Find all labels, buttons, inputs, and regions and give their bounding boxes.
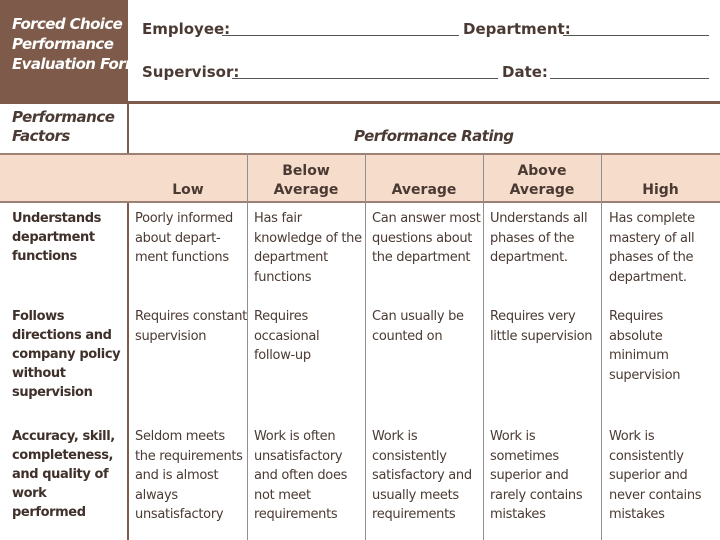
column-separator xyxy=(365,153,366,540)
factor-follows-directions: Follows directions and company policy without supervision xyxy=(12,309,121,400)
rating-cell: Requires occasional follow-up xyxy=(254,309,320,363)
form-title-block xyxy=(0,0,141,102)
department-label: Department: xyxy=(463,20,571,38)
rating-cell: Work is consistently superior and never contains mistakes xyxy=(609,429,702,522)
rating-cell: Requires absolute minimum supervision xyxy=(609,309,681,383)
column-header-line1: Below xyxy=(282,163,330,179)
column-separator xyxy=(247,153,248,540)
column-header-above-average xyxy=(483,156,601,200)
supervisor-label: Supervisor: xyxy=(142,63,240,81)
form-title-line-2: Performance xyxy=(12,35,114,53)
rating-cell: Has complete mastery of all phases of the department. xyxy=(609,211,695,285)
supervisor-field[interactable] xyxy=(232,78,498,79)
column-header-line2: High xyxy=(642,182,679,198)
factors-title-line-1: Performance xyxy=(12,108,115,126)
column-header-below-average xyxy=(247,156,365,200)
rating-cell: Work is consistently satisfactory and usually meets requirements xyxy=(372,429,472,522)
rating-cell: Work is often unsatisfactory and often does not meet requirements xyxy=(254,429,348,522)
column-header-high xyxy=(601,156,720,200)
factor-accuracy-skill: Accuracy, skill, completeness, and quality of work performed xyxy=(12,429,115,520)
rating-cell: Can usually be counted on xyxy=(372,309,464,344)
header-divider xyxy=(0,101,720,104)
employee-label: Employee: xyxy=(142,20,231,38)
factor-understands-department: Understands department functions xyxy=(12,211,101,264)
department-field[interactable] xyxy=(563,35,709,36)
rating-cell: Has fair knowledge of the department functions xyxy=(254,211,362,285)
column-header-line2: Low xyxy=(172,182,204,198)
form-title-line-3: Evaluation Form xyxy=(12,55,141,73)
date-field[interactable] xyxy=(550,78,709,79)
rating-cell: Seldom meets the requirements and is almost always unsatisfactory xyxy=(135,429,243,522)
column-header-line2: Average xyxy=(509,182,575,198)
rating-cell: Requires constant supervision xyxy=(135,309,247,344)
header-band-bottom-rule xyxy=(0,201,720,203)
rating-cell: Work is sometimes superior and rarely contains mistakes xyxy=(490,429,583,522)
performance-factors-title xyxy=(12,108,114,146)
rating-cell: Understands all phases of the department. xyxy=(490,211,588,265)
rating-cell: Can answer most questions about the department xyxy=(372,211,481,265)
column-header-line2: Average xyxy=(273,182,339,198)
column-header-average xyxy=(365,156,483,200)
factors-title-line-2: Factors xyxy=(12,127,70,145)
date-label: Date: xyxy=(502,63,548,81)
rating-cell: Requires very little supervision xyxy=(490,309,593,344)
rating-cell: Poorly informed about depart-ment functions xyxy=(135,211,233,265)
performance-rating-title: Performance Rating xyxy=(354,127,514,145)
column-header-line2: Average xyxy=(391,182,457,198)
employee-field[interactable] xyxy=(222,35,459,36)
column-header-low xyxy=(129,156,247,200)
header-band-top-rule xyxy=(0,153,720,155)
form-title-line-1: Forced Choice xyxy=(12,15,123,33)
column-header-line1: Above xyxy=(517,163,567,179)
